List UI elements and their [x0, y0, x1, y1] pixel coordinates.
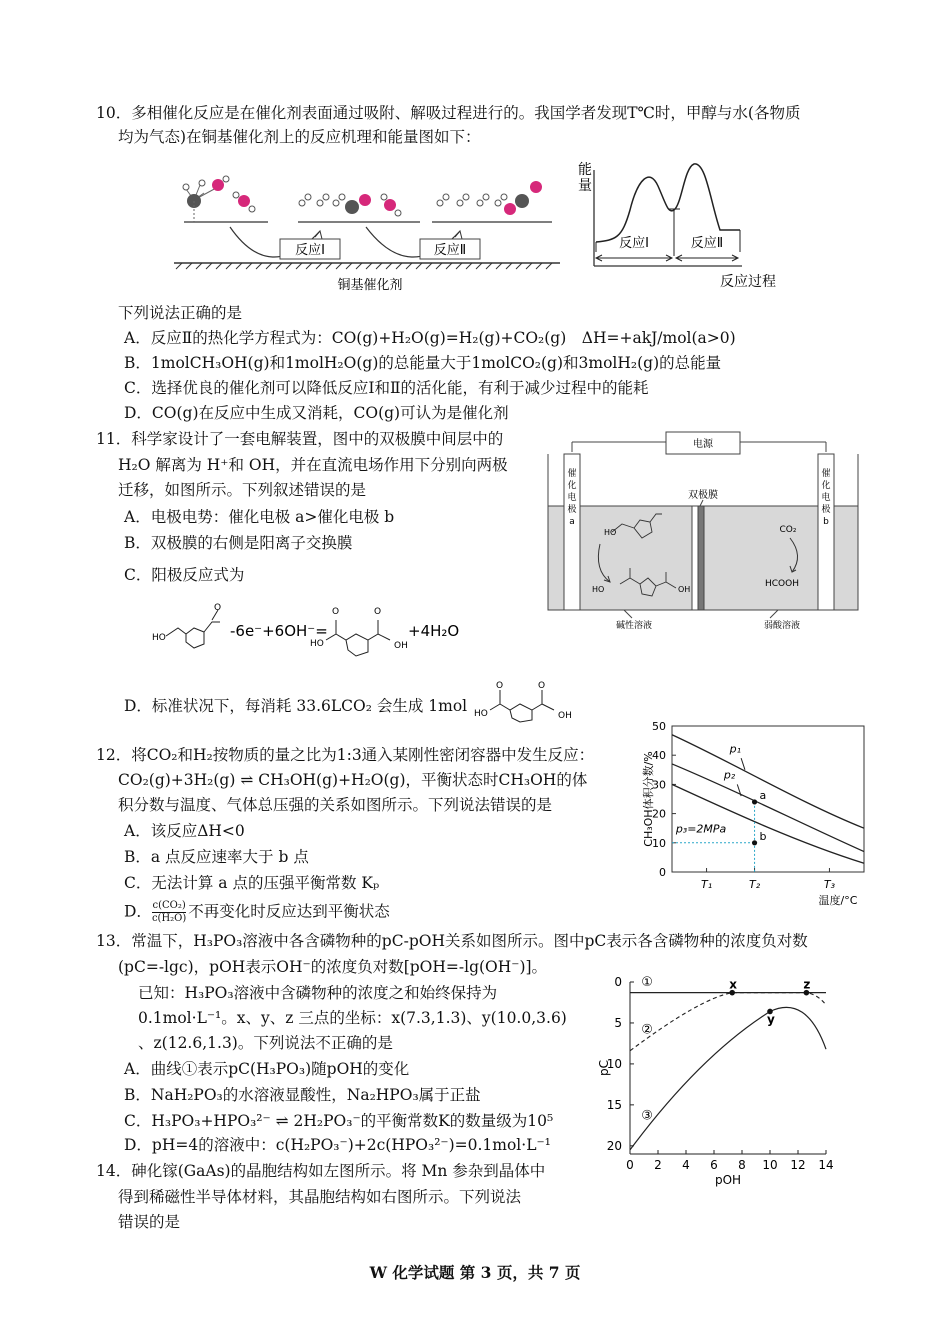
svg-text:化: 化: [567, 481, 577, 491]
q11-option-d-fdca-structure: [470, 680, 600, 722]
chart13-curve-3: [630, 1007, 826, 1150]
svg-text:HO: HO: [152, 633, 166, 643]
q12-option-a: A．该反应ΔH<0: [124, 822, 245, 840]
chart12-ytick-label: 40: [652, 749, 666, 763]
q13-option-b: B．NaH₂PO₃的水溶液显酸性，Na₂HPO₃属于正盐: [124, 1086, 481, 1104]
q12-stem-line2: CO₂(g)+3H₂(g) ⇌ CH₃OH(g)+H₂O(g)，平衡状态时CH₃OH的体: [118, 771, 588, 789]
chart13-xtick-label: 10: [762, 1158, 778, 1172]
q10-stem-line1: 10．多相催化反应是在催化剂表面通过吸附、解吸过程进行的。我国学者发现T℃时，甲醇与水(各物质: [96, 104, 801, 122]
svg-text:b: b: [823, 517, 829, 527]
q11-stem-line3: 迁移，如图所示。下列叙述错误的是: [118, 481, 367, 499]
chart12-ytick-label: 50: [652, 720, 666, 733]
chart13-xtick-label: 6: [710, 1158, 718, 1172]
energy-ylabel-2: 量: [578, 178, 592, 194]
chart12-series-label: p₃=2MPa: [675, 822, 727, 836]
chart12-series-label: p₂: [723, 768, 736, 782]
chart13-curve-label: ②: [641, 1022, 653, 1038]
q12-stem-line3: 积分数与温度、气体总压强的关系如图所示。下列说法错误的是: [118, 796, 553, 814]
bipolar-membrane-left: [692, 506, 698, 610]
chart13-xtick-label: 12: [790, 1158, 806, 1172]
membrane-label: 双极膜: [688, 490, 718, 501]
svg-text:极: 极: [567, 505, 577, 515]
q13-option-d: D．pH=4的溶液中：c(H₂PO₃⁻)+2c(HPO₃²⁻)=0.1mol·L⁻¹: [124, 1136, 551, 1154]
q11-stem-line2: H₂O 解离为 H⁺和 OH，并在直流电场作用下分别向两极: [118, 456, 508, 474]
svg-text:O: O: [332, 607, 340, 617]
chart13-ytick-label: 10: [606, 1056, 622, 1071]
chart13-curve-label: ③: [641, 1108, 653, 1124]
q12-stem-line1: 12．将CO₂和H₂按物质的量之比为1:3通入某刚性密闭容器中发生反应：: [96, 746, 595, 764]
chart12-ytick-label: 0: [659, 866, 666, 879]
chart13-ytick-label: 5: [614, 1015, 622, 1030]
power-label: 电源: [693, 439, 713, 450]
chart13-point-label: y: [767, 1012, 775, 1027]
q14-stem-line2: 得到稀磁性半导体材料，其晶胞结构如右图所示。下列说法: [118, 1188, 522, 1206]
svg-text:O: O: [374, 607, 382, 617]
svg-text:O: O: [496, 681, 504, 691]
chart12-xtick-label: T₃: [823, 878, 836, 891]
q13-chart: [597, 970, 850, 1187]
chart12-ylabel: CH₃OH体积分数/%: [642, 751, 655, 847]
chart12-frame: [672, 726, 864, 872]
chart12-series-label: p₁: [729, 742, 742, 756]
q12-option-b: B．a 点反应速率大于 b 点: [124, 848, 309, 866]
q13-stem-line2: (pC=-lgc)，pOH表示OH⁻的浓度负对数[pOH=-lg(OH⁻)]。: [118, 958, 548, 976]
svg-text:O: O: [214, 603, 222, 613]
bipolar-membrane-right: [698, 506, 704, 610]
chart13-ytick-label: 15: [606, 1097, 622, 1112]
energy-reaction1-label: 反应Ⅰ: [619, 236, 649, 251]
energy-reaction2-label: 反应Ⅱ: [690, 236, 724, 251]
fdca-structure-icon: [326, 620, 390, 656]
chart12-ytick-label: 20: [652, 807, 666, 821]
chart12-point-label: a: [759, 788, 767, 802]
q10-mechanism-diagram: [170, 165, 570, 295]
q11-option-c: C．阳极反应式为: [124, 566, 245, 584]
chart12-point-a: [752, 799, 757, 804]
chart12-xtick-label: T₁: [700, 878, 713, 891]
mech-reaction2-label: 反应Ⅱ: [433, 243, 467, 258]
q11-anode-equation: [150, 600, 510, 660]
q10-option-d: D．CO(g)在反应中生成又消耗，CO(g)可认为是催化剂: [124, 404, 509, 422]
q10-energy-diagram: [572, 160, 792, 295]
q11-option-b: B．双极膜的右侧是阳离子交换膜: [124, 534, 353, 552]
chart13-xlabel: pOH: [714, 1173, 742, 1187]
svg-text:OH: OH: [394, 641, 408, 651]
q12-chart: [628, 718, 868, 908]
hmf-structure-icon: [166, 610, 220, 648]
q14-stem-line1: 14．砷化镓(GaAs)的晶胞结构如左图所示。将 Mn 参杂到晶体中: [96, 1162, 546, 1180]
q11-stem-line1: 11．科学家设计了一套电解装置，图中的双极膜中间层中的: [96, 430, 504, 448]
q13-option-c: C．H₃PO₃+HPO₃²⁻ ⇌ 2H₂PO₃⁻的平衡常数K的数量级为10⁵: [124, 1112, 554, 1130]
q13-stem-line5: 、z(12.6,1.3)。下列说法不正确的是: [138, 1034, 393, 1052]
chart13-xtick-label: 14: [818, 1158, 834, 1172]
left-solution-label: 碱性溶液: [615, 621, 653, 631]
chart13-xtick-label: 8: [738, 1158, 746, 1172]
q11-option-d: D．标准状况下，每消耗 33.6LCO₂ 会生成 1mol: [124, 697, 468, 715]
q10-stem-line2: 均为气态)在铜基催化剂上的反应机理和能量图如下：: [118, 128, 481, 146]
svg-text:电: 电: [821, 493, 831, 503]
chart12-xtick-label: T₂: [748, 878, 761, 891]
chart13-xtick-label: 0: [626, 1158, 634, 1172]
svg-text:HO: HO: [604, 528, 617, 537]
q13-stem-line3: 已知：H₃PO₃溶液中含磷物种的浓度之和始终保持为: [138, 984, 498, 1002]
equation-mid: -6e⁻+6OH⁻=: [230, 622, 328, 640]
page-footer: W 化学试题 第 3 页，共 7 页: [369, 1263, 581, 1282]
q11-electrolysis-diagram: [546, 432, 862, 642]
chart12-point-b: [752, 840, 757, 845]
energy-xlabel: 反应过程: [720, 274, 776, 290]
chart12-ytick-label: 30: [652, 778, 666, 792]
fdca-icon: [490, 690, 554, 722]
right-solution-label: 弱酸溶液: [763, 621, 801, 631]
q11-option-a: A．电极电势：催化电极 a>催化电极 b: [124, 508, 395, 526]
chart13-xtick-label: 4: [682, 1158, 690, 1172]
chart13-xtick-label: 2: [654, 1158, 662, 1172]
chart12-xlabel: 温度/°C: [818, 894, 858, 907]
chart13-point-label: x: [729, 977, 737, 992]
chart13-ylabel: pC: [597, 1060, 611, 1076]
svg-text:极: 极: [821, 505, 831, 515]
chart12-point-label: b: [759, 829, 767, 843]
svg-text:a: a: [569, 517, 575, 527]
q10-option-b: B．1molCH₃OH(g)和1molH₂O(g)的总能量大于1molCO₂(g)和3molH₂(g)的总能量: [124, 354, 722, 372]
svg-text:OH: OH: [558, 711, 572, 721]
svg-text:HO: HO: [474, 709, 488, 719]
svg-text:O: O: [538, 681, 546, 691]
energy-curve: [596, 164, 740, 242]
chart13-curve-label: ①: [641, 975, 653, 991]
q13-option-a: A．曲线①表示pC(H₃PO₃)随pOH的变化: [124, 1060, 410, 1078]
mech-catalyst-label: 铜基催化剂: [337, 278, 403, 293]
svg-text:HO: HO: [310, 639, 324, 649]
energy-ylabel-1: 能: [578, 162, 592, 178]
hcooh-label: HCOOH: [765, 579, 799, 589]
co2-label: CO₂: [779, 525, 797, 535]
chart12-ytick-label: 10: [652, 836, 666, 850]
q12-option-d: D． $\frac{\text{c(CO₂)}}{\text{c(H₂O)}}$ 不再变化时反应达到平衡状态: [124, 900, 390, 924]
chart13-ytick-label: 0: [614, 975, 622, 989]
chart13-point-label: z: [803, 977, 811, 992]
svg-text:化: 化: [821, 481, 831, 491]
svg-text:OH: OH: [678, 585, 691, 594]
q14-stem-line3: 错误的是: [118, 1213, 181, 1231]
q13-stem-line1: 13．常温下，H₃PO₃溶液中各含磷物种的pC-pOH关系如图所示。图中pC表示各含磷物种的浓度负对数: [96, 932, 808, 950]
mech-reaction1-label: 反应Ⅰ: [295, 243, 325, 258]
equation-end: +4H₂O: [408, 622, 460, 640]
q10-option-a: A．反应Ⅱ的热化学方程式为：CO(g)+H₂O(g)=H₂(g)+CO₂(g) ΔH=+akJ/mol(a>0): [124, 329, 736, 347]
q10-option-c: C．选择优良的催化剂可以降低反应Ⅰ和Ⅱ的活化能，有利于减少过程中的能耗: [124, 379, 649, 397]
svg-text:HO: HO: [592, 585, 605, 594]
chart13-ytick-label: 20: [606, 1138, 622, 1153]
svg-text:催: 催: [821, 469, 831, 479]
svg-text:电: 电: [567, 493, 577, 503]
q13-stem-line4: 0.1mol·L⁻¹。x、y、z 三点的坐标：x(7.3,1.3)、y(10.0,3.6): [138, 1009, 567, 1027]
svg-text:催: 催: [567, 469, 577, 479]
q10-prompt: 下列说法正确的是: [118, 304, 243, 322]
q12-option-c: C．无法计算 a 点的压强平衡常数 Kₚ: [124, 874, 380, 892]
